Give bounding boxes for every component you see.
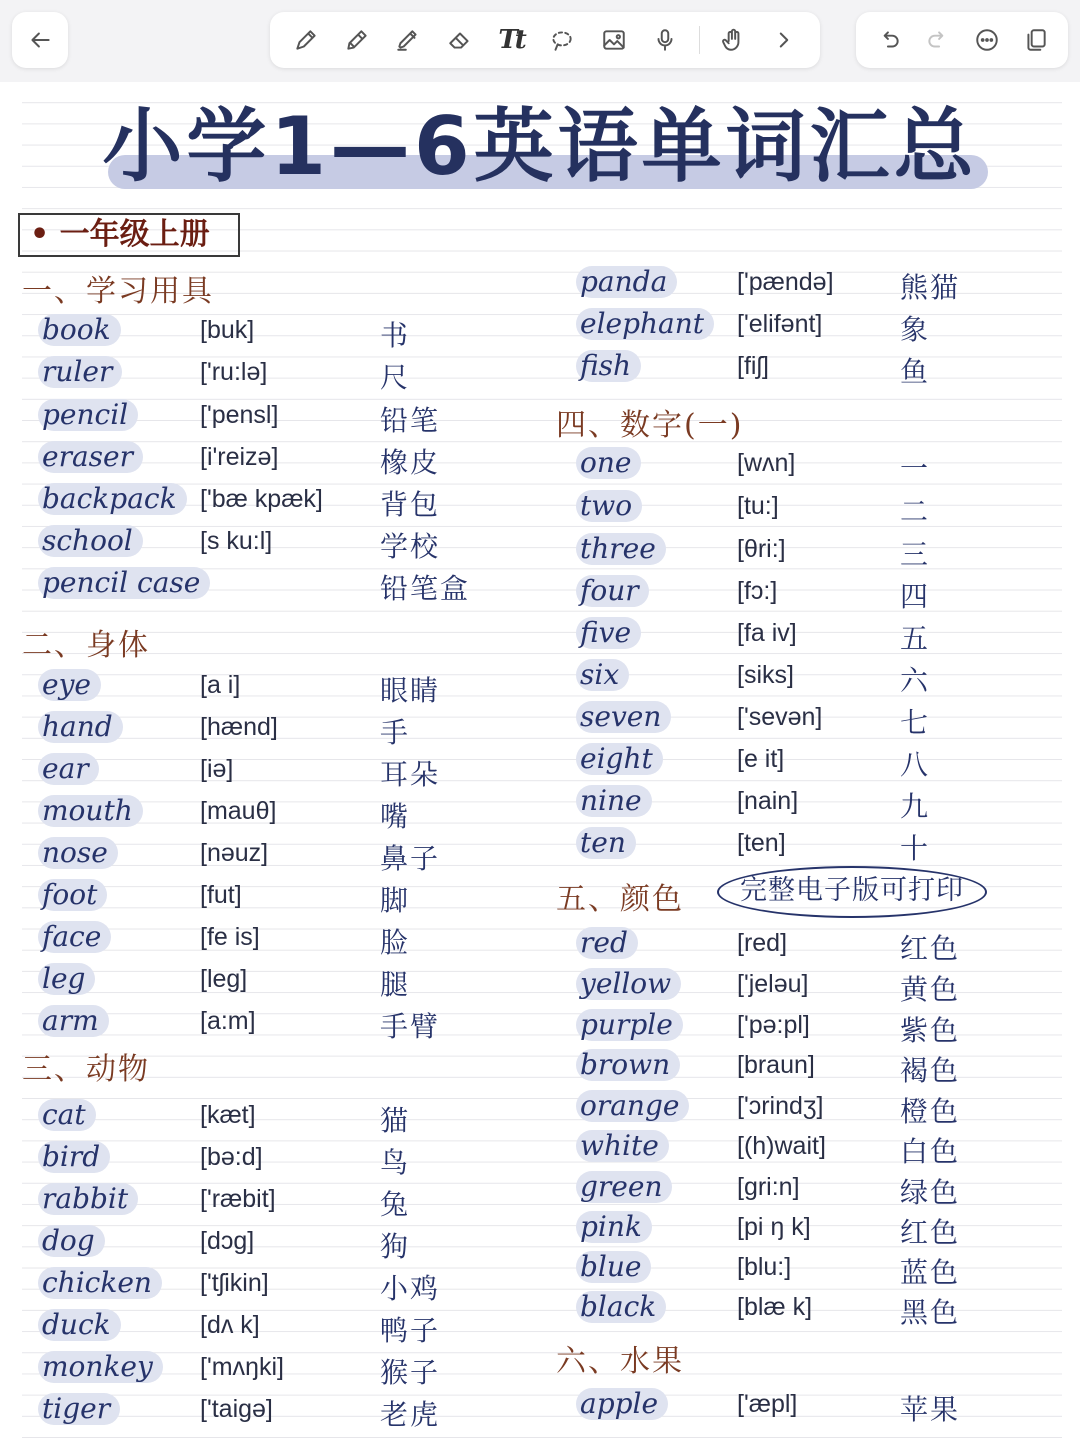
- chinese-meaning: 腿: [380, 968, 411, 1001]
- phonetic: ['jeləu]: [737, 970, 809, 998]
- phonetic: [blæ k]: [737, 1293, 813, 1321]
- chinese-meaning: 铅笔盒: [380, 572, 471, 605]
- drawing-tools-bar: [270, 12, 820, 68]
- english-word: school: [38, 525, 143, 557]
- chinese-meaning: 嘴: [380, 800, 411, 833]
- vocab-row: [0, 314, 540, 356]
- english-word: purple: [576, 1009, 683, 1041]
- phonetic: [wʌn]: [737, 449, 796, 477]
- phonetic: ['ɔrindʒ]: [737, 1092, 824, 1120]
- section-heading-animals: 三、动物: [22, 1052, 150, 1087]
- vocab-row: [540, 1251, 1080, 1293]
- english-word: five: [576, 617, 641, 649]
- vocab-row: [0, 441, 540, 483]
- copy-pages-icon[interactable]: [1018, 22, 1054, 58]
- vocab-row: [540, 575, 1080, 617]
- english-word: apple: [576, 1388, 668, 1420]
- vocab-row: [0, 963, 540, 1005]
- chinese-meaning: 四: [900, 580, 931, 613]
- vocab-row: [540, 1009, 1080, 1051]
- vocab-row: [0, 525, 540, 567]
- vocab-row: [540, 1171, 1080, 1213]
- english-word: backpack: [38, 483, 187, 515]
- phonetic: ['ru:lə]: [200, 358, 268, 386]
- vocab-row: [540, 743, 1080, 785]
- chinese-meaning: 象: [900, 313, 931, 346]
- chinese-meaning: 鸟: [380, 1146, 411, 1179]
- phonetic: [siks]: [737, 661, 794, 689]
- phonetic: [buk]: [200, 316, 255, 344]
- chinese-meaning: 褐色: [900, 1054, 961, 1087]
- vocab-row: [540, 968, 1080, 1010]
- phonetic: [i'reizə]: [200, 443, 279, 471]
- phonetic: [fiʃ]: [737, 352, 769, 380]
- microphone-icon[interactable]: [647, 22, 683, 58]
- vocab-row: [540, 266, 1080, 308]
- vocab-row: [540, 827, 1080, 869]
- vocab-row: [0, 711, 540, 753]
- english-word: leg: [38, 963, 95, 995]
- english-word: nose: [38, 837, 118, 869]
- vocab-row: [0, 1225, 540, 1267]
- printable-stamp: 完整电子版可打印: [717, 866, 987, 918]
- phonetic: [nəuz]: [200, 839, 269, 867]
- phonetic: ['bæ kpæk]: [200, 485, 323, 513]
- chinese-meaning: 橙色: [900, 1095, 961, 1128]
- chinese-meaning: 手: [380, 716, 411, 749]
- pen-icon[interactable]: [288, 22, 324, 58]
- phonetic: ['ræbit]: [200, 1185, 276, 1213]
- chinese-meaning: 鼻子: [380, 842, 441, 875]
- hand-gesture-icon[interactable]: [715, 22, 751, 58]
- english-word: brown: [576, 1049, 680, 1081]
- phonetic: [hænd]: [200, 713, 278, 741]
- english-word: six: [576, 659, 629, 691]
- vocab-row: [0, 921, 540, 963]
- english-word: ten: [576, 827, 636, 859]
- chinese-meaning: 铅笔: [380, 404, 441, 437]
- grade-heading: • 一年级上册: [18, 213, 240, 257]
- vocab-row: [0, 483, 540, 525]
- chinese-meaning: 一: [900, 452, 931, 485]
- english-word: fish: [576, 350, 641, 382]
- chinese-meaning: 苹果: [900, 1393, 961, 1426]
- undo-icon[interactable]: [871, 22, 907, 58]
- chinese-meaning: 红色: [900, 932, 961, 965]
- english-word: mouth: [38, 795, 143, 827]
- phonetic: [e it]: [737, 745, 785, 773]
- phonetic: ['pə:pl]: [737, 1011, 810, 1039]
- vocab-row: [0, 1393, 540, 1435]
- chinese-meaning: 紫色: [900, 1014, 961, 1047]
- phonetic: ['taigə]: [200, 1395, 273, 1423]
- chinese-meaning: 猴子: [380, 1356, 441, 1389]
- phonetic: [gri:n]: [737, 1173, 800, 1201]
- phonetic: [a:m]: [200, 1007, 256, 1035]
- vocab-row: [0, 1351, 540, 1393]
- chevron-right-icon[interactable]: [766, 22, 802, 58]
- phonetic: [ten]: [737, 829, 786, 857]
- image-icon[interactable]: [596, 22, 632, 58]
- chinese-meaning: 学校: [380, 530, 441, 563]
- english-word: cat: [38, 1099, 96, 1131]
- chinese-meaning: 九: [900, 790, 931, 823]
- phonetic: [blu:]: [737, 1253, 792, 1281]
- english-word: white: [576, 1130, 669, 1162]
- lasso-icon[interactable]: [544, 22, 580, 58]
- chinese-meaning: 黄色: [900, 973, 961, 1006]
- chinese-meaning: 熊猫: [900, 271, 961, 304]
- chinese-meaning: 十: [900, 832, 931, 865]
- vocab-row: [0, 1309, 540, 1351]
- english-word: bird: [38, 1141, 110, 1173]
- english-word: four: [576, 575, 649, 607]
- vocab-row: [540, 1388, 1080, 1430]
- section-heading-numbers: 四、数字(一): [556, 408, 744, 443]
- english-word: foot: [38, 879, 107, 911]
- english-word: pencil: [38, 399, 138, 431]
- vocab-row: [0, 356, 540, 398]
- chinese-meaning: 二: [900, 495, 931, 528]
- phonetic: [red]: [737, 929, 788, 957]
- vocab-row: [540, 927, 1080, 969]
- english-word: eraser: [38, 441, 143, 473]
- phonetic: [fɔ:]: [737, 577, 778, 605]
- more-icon[interactable]: [969, 22, 1005, 58]
- eraser-icon[interactable]: [442, 22, 478, 58]
- english-word: three: [576, 533, 666, 565]
- phonetic: [dɔg]: [200, 1227, 255, 1255]
- redo-icon[interactable]: [920, 22, 956, 58]
- vocab-row: [540, 350, 1080, 392]
- english-word: ear: [38, 753, 99, 785]
- section-heading-body: 二、身体: [22, 628, 150, 663]
- vocab-row: [540, 1291, 1080, 1333]
- vocab-row: [0, 567, 540, 609]
- vocab-row: [540, 1049, 1080, 1091]
- english-word: green: [576, 1171, 672, 1203]
- english-word: seven: [576, 701, 671, 733]
- phonetic: [fa iv]: [737, 619, 797, 647]
- chinese-meaning: 三: [900, 538, 931, 571]
- chinese-meaning: 脸: [380, 926, 411, 959]
- chinese-meaning: 七: [900, 706, 931, 739]
- vocab-row: [0, 795, 540, 837]
- phonetic: [pi ŋ k]: [737, 1213, 811, 1241]
- phonetic: [braun]: [737, 1051, 815, 1079]
- english-word: monkey: [38, 1351, 163, 1383]
- vocab-row: [0, 753, 540, 795]
- english-word: blue: [576, 1251, 651, 1283]
- pencil-icon[interactable]: [339, 22, 375, 58]
- vocab-row: [0, 1005, 540, 1047]
- chinese-meaning: 兔: [380, 1188, 411, 1221]
- english-word: one: [576, 447, 641, 479]
- chinese-meaning: 背包: [380, 488, 441, 521]
- vocab-row: [0, 1183, 540, 1225]
- chinese-meaning: 狗: [380, 1230, 411, 1263]
- phonetic: [nain]: [737, 787, 799, 815]
- document-actions-bar: [856, 12, 1068, 68]
- vocab-row: [540, 490, 1080, 532]
- vocab-row: [0, 1141, 540, 1183]
- chinese-meaning: 猫: [380, 1104, 411, 1137]
- vocab-row: [0, 1267, 540, 1309]
- english-word: ruler: [38, 356, 122, 388]
- back-arrow-icon[interactable]: [22, 22, 58, 58]
- phonetic: ['sevən]: [737, 703, 823, 731]
- english-word: nine: [576, 785, 652, 817]
- phonetic: [dʌ k]: [200, 1311, 260, 1339]
- english-word: duck: [38, 1309, 121, 1341]
- phonetic: [kæt]: [200, 1101, 256, 1129]
- vocab-row: [540, 1090, 1080, 1132]
- vocab-row: [0, 669, 540, 711]
- vocab-row: [540, 617, 1080, 659]
- vocab-row: [0, 1099, 540, 1141]
- chinese-meaning: 鱼: [900, 355, 931, 388]
- section-heading-colors: 五、颜色: [556, 882, 684, 917]
- english-word: dog: [38, 1225, 105, 1257]
- chinese-meaning: 小鸡: [380, 1272, 441, 1305]
- phonetic: [a i]: [200, 671, 241, 699]
- chinese-meaning: 五: [900, 622, 931, 655]
- chinese-meaning: 眼睛: [380, 674, 441, 707]
- page-title: 小学1—6英语单词汇总: [102, 100, 978, 193]
- chinese-meaning: 八: [900, 748, 931, 781]
- english-word: hand: [38, 711, 123, 743]
- phonetic: ['mʌŋki]: [200, 1353, 284, 1381]
- english-word: eye: [38, 669, 101, 701]
- section-heading-stationery: 一、学习用具: [22, 274, 214, 309]
- english-word: orange: [576, 1090, 689, 1122]
- chinese-meaning: 蓝色: [900, 1256, 961, 1289]
- phonetic: [tu:]: [737, 492, 779, 520]
- vocab-row: [0, 399, 540, 441]
- english-word: panda: [576, 266, 677, 298]
- english-word: yellow: [576, 968, 681, 1000]
- english-word: face: [38, 921, 111, 953]
- english-word: book: [38, 314, 121, 346]
- vocab-row: [540, 701, 1080, 743]
- vocab-row: [540, 659, 1080, 701]
- chinese-meaning: 绿色: [900, 1176, 961, 1209]
- chinese-meaning: 尺: [380, 361, 411, 394]
- vocab-row: [0, 879, 540, 921]
- phonetic: [bə:d]: [200, 1143, 263, 1171]
- phonetic: [θri:]: [737, 535, 786, 563]
- vocab-row: [540, 785, 1080, 827]
- vocab-row: [540, 308, 1080, 350]
- chinese-meaning: 鸭子: [380, 1314, 441, 1347]
- vocab-row: [0, 837, 540, 879]
- english-word: red: [576, 927, 638, 959]
- phonetic: [fe is]: [200, 923, 260, 951]
- english-word: chicken: [38, 1267, 162, 1299]
- highlighter-icon[interactable]: [390, 22, 426, 58]
- chinese-meaning: 耳朵: [380, 758, 441, 791]
- chinese-meaning: 黑色: [900, 1296, 961, 1329]
- english-word: pink: [576, 1211, 652, 1243]
- english-word: arm: [38, 1005, 109, 1037]
- vocab-row: [540, 533, 1080, 575]
- chinese-meaning: 白色: [900, 1135, 961, 1168]
- phonetic: ['æpl]: [737, 1390, 798, 1418]
- phonetic: [mauθ]: [200, 797, 277, 825]
- phonetic: [iə]: [200, 755, 234, 783]
- chinese-meaning: 书: [380, 319, 411, 352]
- english-word: tiger: [38, 1393, 120, 1425]
- english-word: rabbit: [38, 1183, 138, 1215]
- chinese-meaning: 红色: [900, 1216, 961, 1249]
- vocab-row: [540, 1211, 1080, 1253]
- english-word: elephant: [576, 308, 714, 340]
- text-tool-icon[interactable]: Tt: [498, 25, 524, 55]
- section-heading-fruits: 六、水果: [556, 1344, 684, 1379]
- chinese-meaning: 老虎: [380, 1398, 441, 1431]
- chinese-meaning: 手臂: [380, 1010, 441, 1043]
- vocab-row: [540, 447, 1080, 489]
- english-word: pencil case: [38, 567, 210, 599]
- chinese-meaning: 脚: [380, 884, 411, 917]
- phonetic: [fut]: [200, 881, 242, 909]
- phonetic: ['elifənt]: [737, 310, 823, 338]
- chinese-meaning: 橡皮: [380, 446, 441, 479]
- english-word: two: [576, 490, 642, 522]
- phonetic: [(h)wait]: [737, 1132, 826, 1160]
- phonetic: [leg]: [200, 965, 248, 993]
- toolbar-divider: [699, 26, 700, 54]
- phonetic: ['pændə]: [737, 268, 834, 296]
- phonetic: ['tʃikin]: [200, 1269, 269, 1297]
- phonetic: [s ku:l]: [200, 527, 273, 555]
- back-button[interactable]: [12, 12, 68, 68]
- english-word: eight: [576, 743, 663, 775]
- english-word: black: [576, 1291, 666, 1323]
- phonetic: ['pensl]: [200, 401, 279, 429]
- top-toolbar: [0, 0, 1080, 82]
- chinese-meaning: 六: [900, 664, 931, 697]
- vocab-row: [540, 1130, 1080, 1172]
